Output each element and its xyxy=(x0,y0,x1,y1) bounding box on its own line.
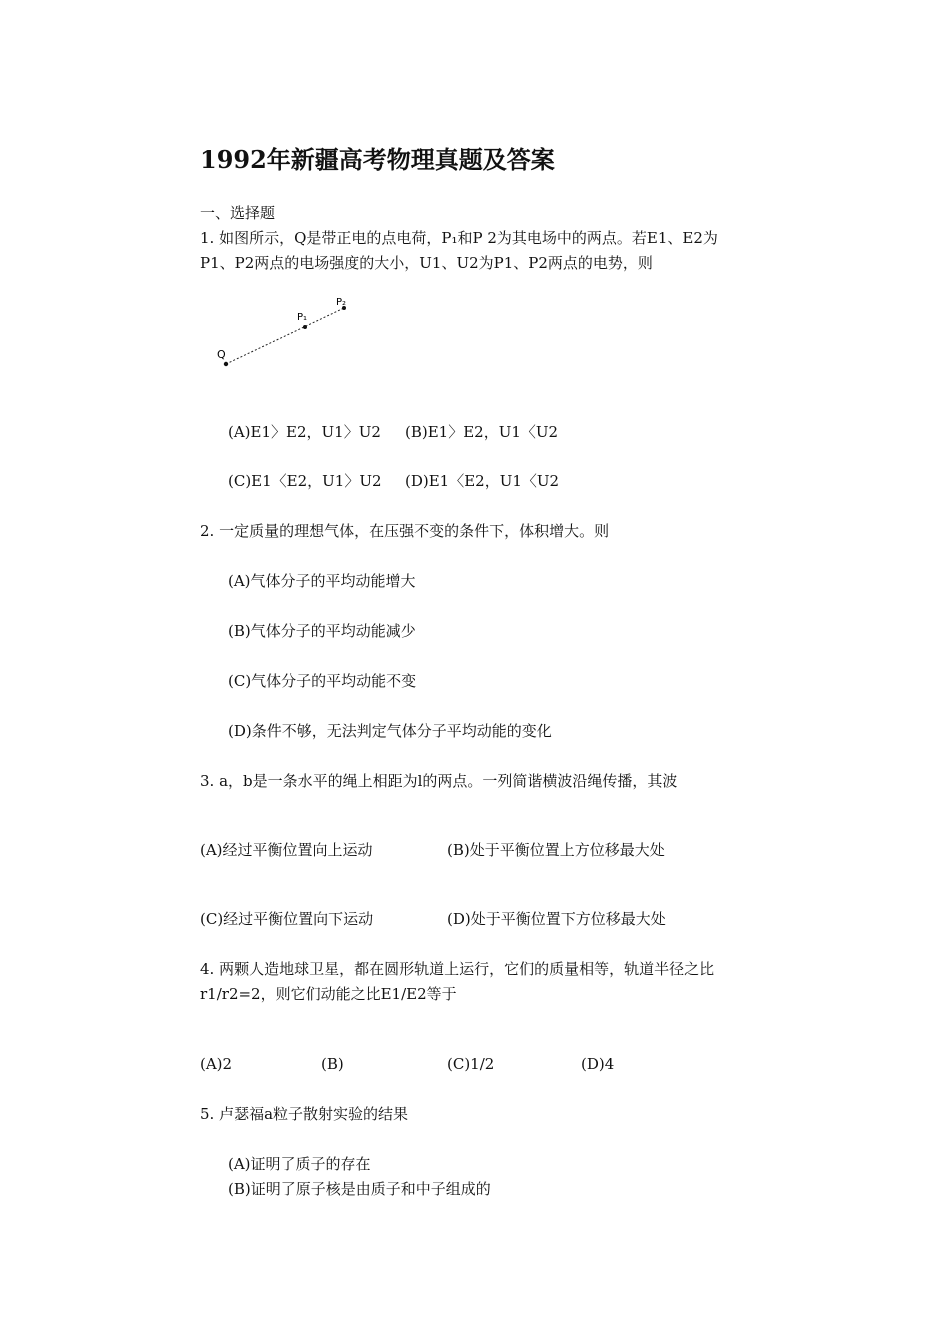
question-5-option-a: (A)证明了质子的存在 xyxy=(228,1155,371,1173)
document-title: 1992年新疆高考物理真题及答案 xyxy=(200,145,555,174)
section-heading: 一、选择题 xyxy=(200,204,276,222)
question-1-line-1: 1. 如图所示，Q是带正电的点电荷，P₁和P 2为其电场中的两点。若E1、E2为 xyxy=(200,229,718,247)
question-4-option-a: (A)2 xyxy=(200,1055,233,1073)
question-2-option-b: (B)气体分子的平均动能减少 xyxy=(228,622,416,640)
question-2-option-c: (C)气体分子的平均动能不变 xyxy=(228,672,417,690)
question-1-option-b: (B)E1〉E2，U1〈U2 xyxy=(405,423,559,441)
question-3-option-d: (D)处于平衡位置下方位移最大处 xyxy=(447,910,666,928)
field-line xyxy=(226,308,344,364)
question-4-option-c: (C)1/2 xyxy=(447,1055,495,1073)
point-p1 xyxy=(303,325,307,329)
question-3-option-c: (C)经过平衡位置向下运动 xyxy=(200,910,374,928)
question-4-option-b: (B) xyxy=(321,1055,344,1073)
question-1-option-a: (A)E1〉E2，U1〉U2 xyxy=(228,423,381,441)
question-2-option-d: (D)条件不够，无法判定气体分子平均动能的变化 xyxy=(228,722,552,740)
question-4-line-1: 4. 两颗人造地球卫星，都在圆形轨道上运行，它们的质量相等，轨道半径之比 xyxy=(200,960,715,978)
label-p1: P₁ xyxy=(297,312,308,323)
question-3-option-a: (A)经过平衡位置向上运动 xyxy=(200,841,373,859)
charge-q-point xyxy=(224,362,228,366)
question-3-line-1: 3. a，b是一条水平的绳上相距为l的两点。一列简谐横波沿绳传播，其波 xyxy=(200,772,678,790)
question-4-line-2: r1/r2=2，则它们动能之比E1/E2等于 xyxy=(200,985,457,1003)
question-2-option-a: (A)气体分子的平均动能增大 xyxy=(228,572,416,590)
question-1-option-d: (D)E1〈E2，U1〈U2 xyxy=(405,472,560,490)
question-5-line-1: 5. 卢瑟福a粒子散射实验的结果 xyxy=(200,1105,409,1123)
question-1-line-2: P1、P2两点的电场强度的大小，U1、U2为P1、P2两点的电势，则 xyxy=(200,254,653,272)
question-4-option-d: (D)4 xyxy=(581,1055,615,1073)
label-q: Q xyxy=(217,348,226,361)
question-5-option-b: (B)证明了原子核是由质子和中子组成的 xyxy=(228,1180,491,1198)
electric-field-figure xyxy=(214,292,364,374)
question-1-option-c: (C)E1〈E2，U1〉U2 xyxy=(228,472,382,490)
question-2-line-1: 2. 一定质量的理想气体，在压强不变的条件下，体积增大。则 xyxy=(200,522,610,540)
question-3-option-b: (B)处于平衡位置上方位移最大处 xyxy=(447,841,665,859)
label-p2: P₂ xyxy=(336,297,347,308)
